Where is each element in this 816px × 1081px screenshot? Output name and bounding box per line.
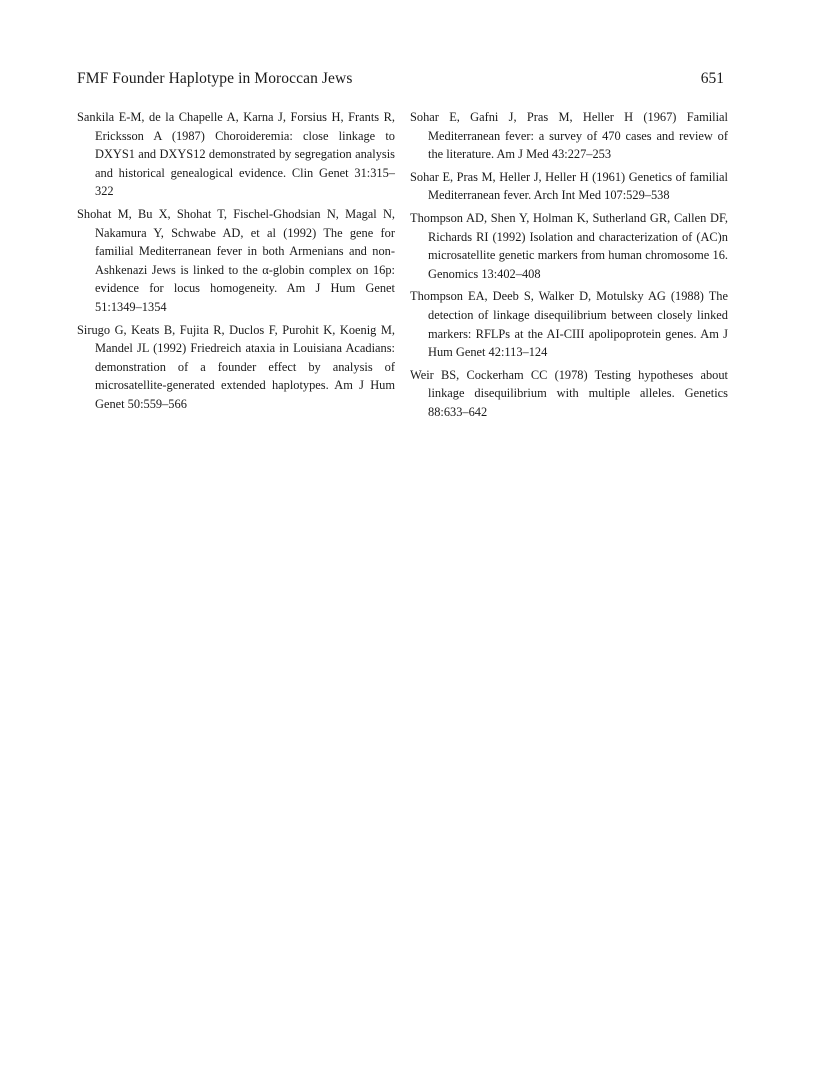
running-title: FMF Founder Haplotype in Moroccan Jews	[77, 70, 353, 87]
references-left-column	[77, 108, 395, 418]
reference-thompson-ad: Thompson AD, Shen Y, Holman K, Sutherland GR, Callen DF, Richards RI (1992) Isolation and characterization of (AC)n microsatellite genetic markers from human chromosome 16. Genomics 13:402–408	[410, 210, 728, 281]
references-right-column	[410, 108, 728, 426]
reference-weir: Weir BS, Cockerham CC (1978) Testing hypotheses about linkage disequilibrium with multiple alleles. Genetics 88:633–642	[410, 367, 728, 419]
reference-thompson-ea: Thompson EA, Deeb S, Walker D, Motulsky AG (1988) The detection of linkage disequilibrium between closely linked markers: RFLPs at the AI-CIII apolipoprotein genes. Am J Hum Genet 42:113–124	[410, 289, 728, 360]
reference-sohar-1967: Sohar E, Gafni J, Pras M, Heller H (1967) Familial Mediterranean fever: a survey of 470 cases and review of the literature. Am J Med 43:227–253	[410, 110, 728, 162]
reference-sirugo: Sirugo G, Keats B, Fujita R, Duclos F, Purohit K, Koenig M, Mandel JL (1992) Friedreich ataxia in Louisiana Acadians: demonstration of a founder effect by analysis of microsatellite-generated extended haplotypes. Am J Hum Genet 50:559–566	[77, 322, 395, 411]
reference-sankila: Sankila E-M, de la Chapelle A, Karna J, Forsius H, Frants R, Ericksson A (1987) Choroideremia: close linkage to DXYS1 and DXYS12 demonstrated by segregation analysis and historical genealogical evidence. Clin Genet 31:315–322	[77, 110, 395, 199]
reference-sohar-1961: Sohar E, Pras M, Heller J, Heller H (1961) Genetics of familial Mediterranean fever. Arch Int Med 107:529–538	[410, 169, 728, 203]
reference-shohat: Shohat M, Bu X, Shohat T, Fischel-Ghodsian N, Magal N, Nakamura Y, Schwabe AD, et al (1992) The gene for familial Mediterranean fever in both Armenians and non-Ashkenazi Jews is linked to the α-globin complex on 16p: evidence for locus homogeneity. Am J Hum Genet 51:1349–1354	[77, 206, 395, 314]
page-number: 651	[700, 70, 724, 87]
